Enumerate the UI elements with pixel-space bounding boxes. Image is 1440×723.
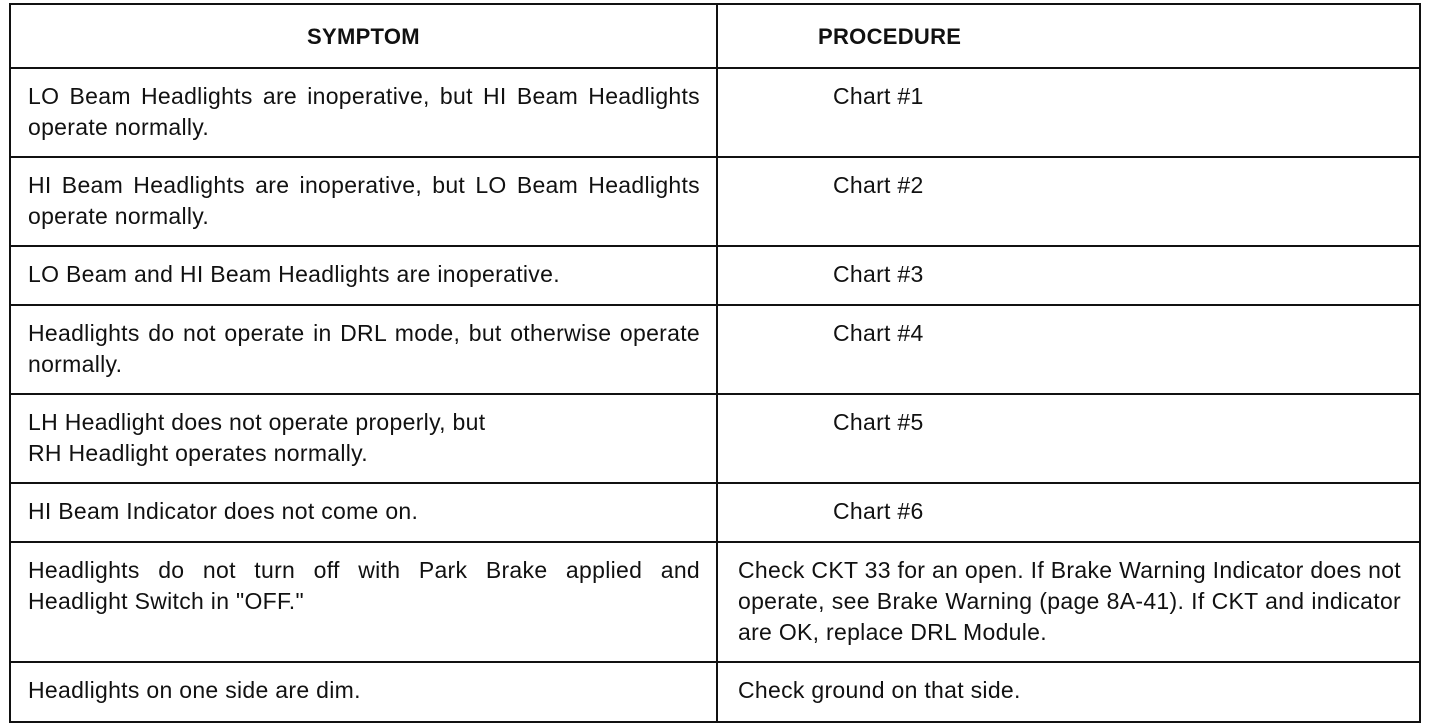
- symptom-cell: LO Beam and HI Beam Headlights are inoperative.: [10, 246, 717, 305]
- symptom-cell: [10, 394, 717, 483]
- procedure-cell: Chart #4: [717, 305, 1420, 394]
- symptom-cell: Headlights do not turn off with Park Brake applied and Headlight Switch in "OFF.": [10, 542, 717, 662]
- symptom-line: LH Headlight does not operate properly, but: [28, 409, 486, 435]
- symptom-column-header: [10, 4, 717, 68]
- procedure-cell: Check ground on that side.: [717, 662, 1420, 722]
- symptom-cell: LO Beam Headlights are inoperative, but HI Beam Headlights operate normally.: [10, 68, 717, 157]
- symptom-cell: HI Beam Headlights are inoperative, but LO Beam Headlights operate normally.: [10, 157, 717, 246]
- symptom-cell: Headlights on one side are dim.: [10, 662, 717, 722]
- table-row: [10, 394, 1420, 483]
- table-row: [10, 68, 1420, 157]
- procedure-cell: Chart #6: [717, 483, 1420, 542]
- table-row: [10, 157, 1420, 246]
- table-row: [10, 542, 1420, 662]
- table-row: [10, 305, 1420, 394]
- symptom-procedure-table: [9, 3, 1421, 723]
- procedure-column-header: [717, 4, 1420, 68]
- procedure-header-label: PROCEDURE: [818, 23, 962, 49]
- symptom-line: RH Headlight operates normally.: [28, 440, 368, 466]
- procedure-cell: Chart #5: [717, 394, 1420, 483]
- table-header-row: [10, 4, 1420, 68]
- symptom-cell: Headlights do not operate in DRL mode, but otherwise operate normally.: [10, 305, 717, 394]
- table-row: [10, 246, 1420, 305]
- diagnosis-sheet: [9, 3, 1419, 721]
- procedure-cell: Chart #1: [717, 68, 1420, 157]
- symptom-header-label: SYMPTOM: [307, 23, 420, 49]
- procedure-cell: Check CKT 33 for an open. If Brake Warning Indicator does not operate, see Brake Warning (page 8A-41). If CKT and indicator are OK, replace DRL Module.: [717, 542, 1420, 662]
- procedure-cell: Chart #3: [717, 246, 1420, 305]
- table-row: [10, 662, 1420, 722]
- symptom-cell: HI Beam Indicator does not come on.: [10, 483, 717, 542]
- table-row: [10, 483, 1420, 542]
- procedure-cell: Chart #2: [717, 157, 1420, 246]
